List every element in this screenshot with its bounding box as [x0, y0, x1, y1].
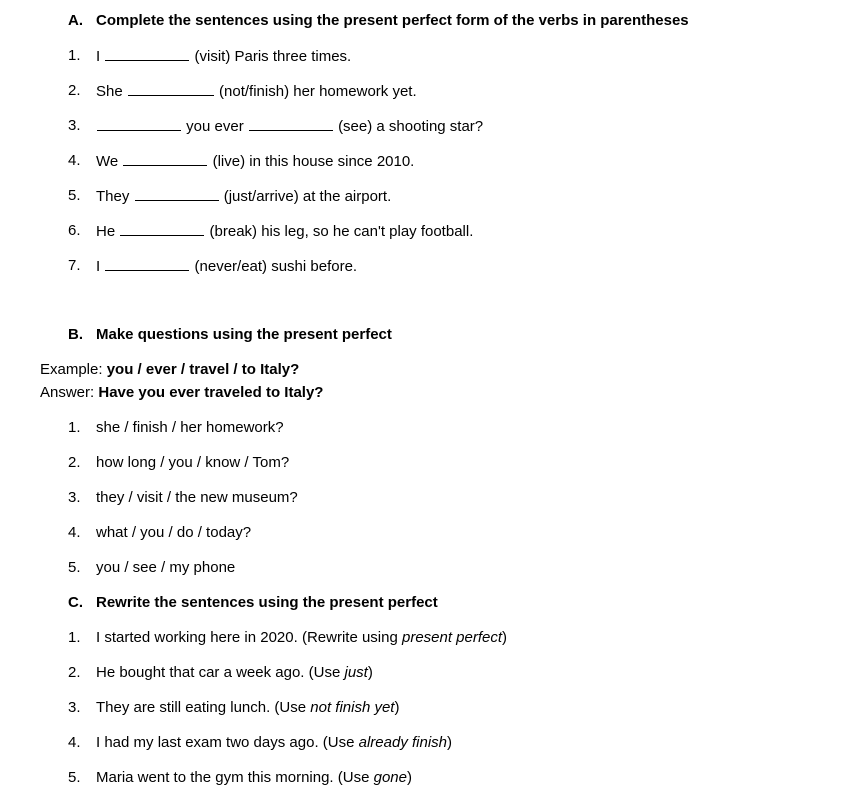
item-sentence: He bought that car a week ago. (Use: [96, 664, 345, 681]
example-prompt: you / ever / travel / to Italy?: [106, 361, 300, 378]
item-subject: They: [96, 188, 130, 205]
item-rest: (just/arrive) at the airport.: [223, 188, 392, 205]
item-sentence: I started working here in 2020. (Rewrite using: [96, 629, 402, 646]
item-number: 6.: [68, 222, 81, 239]
item-number: 1.: [68, 629, 81, 646]
answer-blank[interactable]: [249, 116, 333, 131]
item-text: [96, 116, 483, 137]
answer-text: [40, 383, 323, 403]
item-number: 5.: [68, 769, 81, 786]
section-c-letter: C.: [68, 594, 83, 611]
item-rest: (not/finish) her homework yet.: [219, 83, 417, 100]
section-b-letter: B.: [68, 326, 83, 343]
item-close: ): [406, 769, 412, 786]
item-number: 4.: [68, 152, 81, 169]
item-number: 1.: [68, 419, 81, 436]
item-text: [96, 186, 391, 207]
item-hint: just: [344, 664, 368, 681]
item-sentence: I had my last exam two days ago. (Use: [96, 734, 359, 751]
item-number: 1.: [68, 47, 81, 64]
answer-blank[interactable]: [97, 116, 181, 131]
item-rest: (visit) Paris three times.: [194, 48, 352, 65]
item-text: you / see / my phone: [96, 559, 236, 576]
item-number: 3.: [68, 117, 81, 134]
answer-example: Have you ever traveled to Italy?: [98, 384, 324, 401]
item-text: [96, 81, 417, 102]
item-text: they / visit / the new museum?: [96, 489, 298, 506]
item-text: [96, 256, 357, 277]
section-a-letter: A.: [68, 12, 83, 29]
item-number: 2.: [68, 664, 81, 681]
item-subject: He: [96, 223, 116, 240]
item-text: what / you / do / today?: [96, 524, 252, 541]
example-label: Example:: [40, 361, 103, 378]
item-rest: (never/eat) sushi before.: [194, 258, 358, 275]
item-sentence: Maria went to the gym this morning. (Use: [96, 769, 374, 786]
answer-blank[interactable]: [105, 46, 189, 61]
item-number: 5.: [68, 559, 81, 576]
item-subject: I: [96, 258, 101, 275]
answer-blank[interactable]: [120, 221, 204, 236]
answer-blank[interactable]: [123, 151, 207, 166]
item-text: [96, 628, 507, 648]
item-number: 3.: [68, 489, 81, 506]
answer-blank[interactable]: [135, 186, 219, 201]
item-number: 7.: [68, 257, 81, 274]
item-mid: you ever: [186, 118, 244, 135]
item-close: ): [447, 734, 453, 751]
item-number: 4.: [68, 734, 81, 751]
item-text: [96, 46, 351, 67]
item-text: [96, 768, 412, 788]
item-number: 5.: [68, 187, 81, 204]
item-close: ): [394, 699, 400, 716]
section-c-title: Rewrite the sentences using the present perfect: [96, 594, 438, 611]
section-b-title: Make questions using the present perfect: [96, 326, 392, 343]
item-text: [96, 698, 399, 718]
item-hint: not finish yet: [310, 699, 395, 716]
item-hint: gone: [373, 769, 407, 786]
item-text: [96, 151, 414, 172]
item-sentence: They are still eating lunch. (Use: [96, 699, 311, 716]
answer-blank[interactable]: [105, 256, 189, 271]
item-hint: present perfect: [401, 629, 503, 646]
item-text: [96, 733, 452, 753]
item-subject: I: [96, 48, 101, 65]
item-number: 4.: [68, 524, 81, 541]
item-text: she / finish / her homework?: [96, 419, 284, 436]
item-close: ): [367, 664, 373, 681]
item-rest: (break) his leg, so he can't play football.: [209, 223, 474, 240]
section-a-title: Complete the sentences using the present perfect form of the verbs in parentheses: [96, 12, 689, 29]
item-text: [96, 221, 473, 242]
item-number: 2.: [68, 454, 81, 471]
item-text: how long / you / know / Tom?: [96, 454, 290, 471]
item-text: [96, 663, 373, 683]
answer-label: Answer:: [40, 384, 95, 401]
item-subject: She: [96, 83, 123, 100]
answer-blank[interactable]: [128, 81, 214, 96]
item-number: 2.: [68, 82, 81, 99]
item-rest: (live) in this house since 2010.: [212, 153, 415, 170]
example-text: [40, 360, 299, 380]
item-subject: We: [96, 153, 119, 170]
item-number: 3.: [68, 699, 81, 716]
item-close: ): [502, 629, 508, 646]
item-rest: (see) a shooting star?: [338, 118, 484, 135]
item-hint: already finish: [358, 734, 448, 751]
